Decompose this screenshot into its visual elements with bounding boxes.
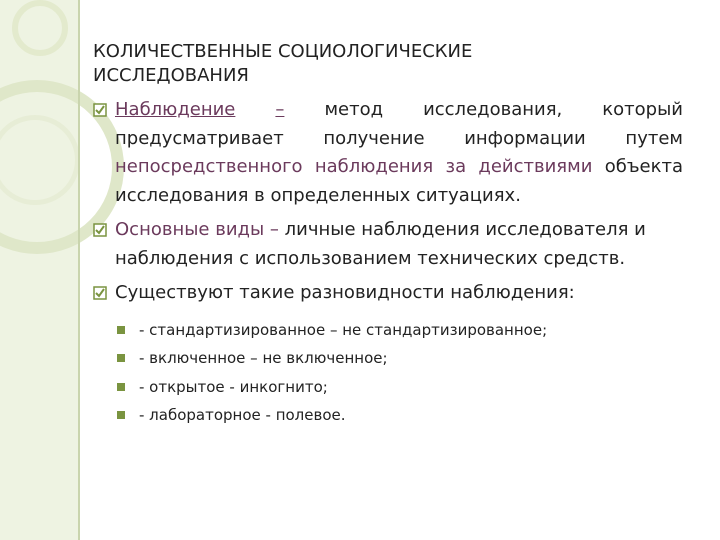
sub-list-text: - открытое - инкогнито; [139,377,328,396]
square-bullet-icon [117,383,125,391]
slide-title-line: КОЛИЧЕСТВЕННЫЕ СОЦИОЛОГИЧЕСКИЕ [93,41,473,62]
square-bullet-icon [117,411,125,419]
bullet-text: объекта исследования в определенных ситуациях. [115,156,683,206]
checkbox-bullet-icon [93,103,107,117]
slide-title [93,40,693,88]
square-bullet-icon [117,326,125,334]
sub-list-text: - включенное – не включенное; [139,349,388,367]
bullet-term: Наблюдение [115,99,236,120]
bullet-item [93,96,683,210]
sub-list-item [117,316,683,345]
sub-list [117,316,683,430]
checkbox-bullet-icon [93,223,107,237]
bullet-text: личные наблюдения исследователя и наблюдения с использованием технических средств. [115,219,646,269]
sub-list-item [117,373,683,402]
bullet-item [93,279,683,308]
checkbox-bullet-icon [93,286,107,300]
slide-title-line: ИССЛЕДОВАНИЯ [93,65,249,86]
bullet-dash: – [264,219,285,240]
bullet-text-highlight: непосредственного наблюдения за действиями [115,156,593,177]
decorative-sidebar [0,0,78,540]
sub-list-item [117,401,683,430]
sub-list-item [117,344,683,373]
bullet-text: метод исследования, который предусматривает получение информации путем [115,99,683,149]
decorative-circle [12,0,68,56]
sidebar-divider [78,0,80,540]
bullet-item [93,216,683,273]
bullet-term: Основные виды [115,219,265,240]
square-bullet-icon [117,354,125,362]
sub-list-text: - лабораторное - полевое. [139,406,346,424]
bullet-dash: – [275,99,285,120]
bullet-text: Существуют такие разновидности наблюдения: [115,282,575,303]
slide-content [93,96,683,430]
sub-list-text: - стандартизированное – не стандартизированное; [139,320,548,339]
